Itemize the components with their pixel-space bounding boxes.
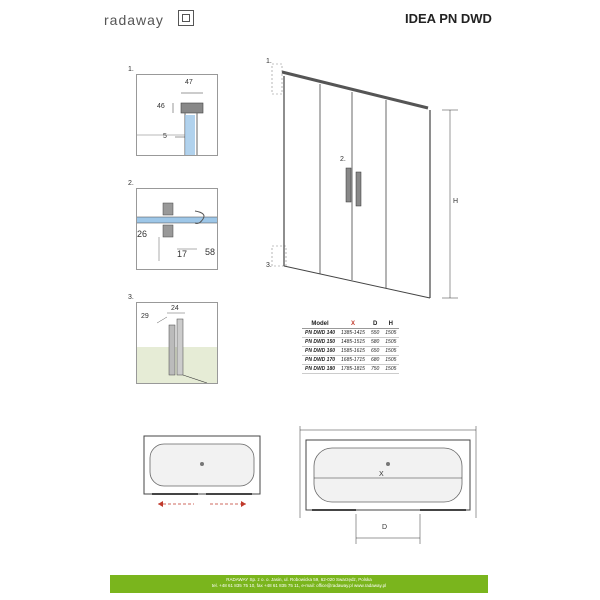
table-cell: 1485-1515 xyxy=(338,338,368,347)
detail-1-width: 47 xyxy=(185,79,193,86)
elevation-callout-1: 1. xyxy=(266,58,272,65)
front-elevation-drawing xyxy=(262,56,474,306)
table-cell: PN DWD 150 xyxy=(302,338,338,347)
table-row xyxy=(302,356,399,365)
table-cell: 650 xyxy=(368,347,382,356)
table-cell: 1505 xyxy=(382,347,399,356)
detail-1-panel xyxy=(136,74,218,156)
detail-2-dim-a: 26 xyxy=(137,229,148,239)
table-cell: 1585-1615 xyxy=(338,347,368,356)
table-cell: 1505 xyxy=(382,338,399,347)
detail-2-panel xyxy=(136,188,218,270)
table-cell: 1505 xyxy=(382,329,399,338)
detail-1-drawing xyxy=(137,75,217,155)
spec-table xyxy=(302,320,399,374)
plan-opening-label: D xyxy=(382,524,388,531)
table-row xyxy=(302,338,399,347)
table-cell: 680 xyxy=(368,356,382,365)
spec-col-model: Model xyxy=(302,320,338,329)
table-cell: 1785-1815 xyxy=(338,365,368,374)
detail-2-dim-c: 58 xyxy=(205,247,216,257)
elevation-callout-3: 3. xyxy=(266,262,272,269)
table-cell: 1505 xyxy=(382,356,399,365)
spec-col-x: X xyxy=(338,320,368,329)
table-row xyxy=(302,347,399,356)
spec-col-h: H xyxy=(382,320,399,329)
detail-3-panel xyxy=(136,302,218,384)
brand-logo-icon xyxy=(178,10,194,26)
table-cell: 1385-1415 xyxy=(338,329,368,338)
detail-3-dim-a: 29 xyxy=(141,313,149,320)
footer-contacts: tel. +48 61 835 75 10, fax +48 61 835 75 11, e-mail: office@radaway.pl www.radaway.pl xyxy=(211,583,387,588)
table-cell: 580 xyxy=(368,338,382,347)
table-row xyxy=(302,329,399,338)
detail-1-height: 46 xyxy=(157,103,165,110)
plan-width-label: X xyxy=(379,471,384,478)
detail-1-step: 1. xyxy=(128,66,134,73)
spec-col-d: D xyxy=(368,320,382,329)
plan-view-left xyxy=(138,430,268,520)
detail-1-gap: 5 xyxy=(163,133,167,140)
detail-3-step: 3. xyxy=(128,294,134,301)
table-cell: 550 xyxy=(368,329,382,338)
page-title: IDEA PN DWD xyxy=(405,11,492,26)
detail-3-drawing xyxy=(137,303,217,383)
table-cell: 1685-1715 xyxy=(338,356,368,365)
table-cell: 1505 xyxy=(382,365,399,374)
table-cell: PN DWD 170 xyxy=(302,356,338,365)
table-cell: 750 xyxy=(368,365,382,374)
table-cell: PN DWD 160 xyxy=(302,347,338,356)
detail-3-dim-b: 24 xyxy=(171,305,179,312)
elevation-height-label: H xyxy=(453,198,459,205)
plan-view-right xyxy=(296,426,480,552)
detail-2-step: 2. xyxy=(128,180,134,187)
footer-address: RADAWAY Sp. z o. o. Jasin, ul. Robowicka 59, 62-020 Swarzędz, Polska xyxy=(226,577,372,582)
table-cell: PN DWD 140 xyxy=(302,329,338,338)
table-cell: PN DWD 180 xyxy=(302,365,338,374)
spec-table-header xyxy=(302,320,399,329)
brand-logo-text: radaway xyxy=(104,12,164,28)
detail-2-dim-b: 17 xyxy=(177,249,188,259)
table-row xyxy=(302,365,399,374)
elevation-callout-2: 2. xyxy=(340,156,346,163)
footer-contact-bar xyxy=(110,575,488,593)
